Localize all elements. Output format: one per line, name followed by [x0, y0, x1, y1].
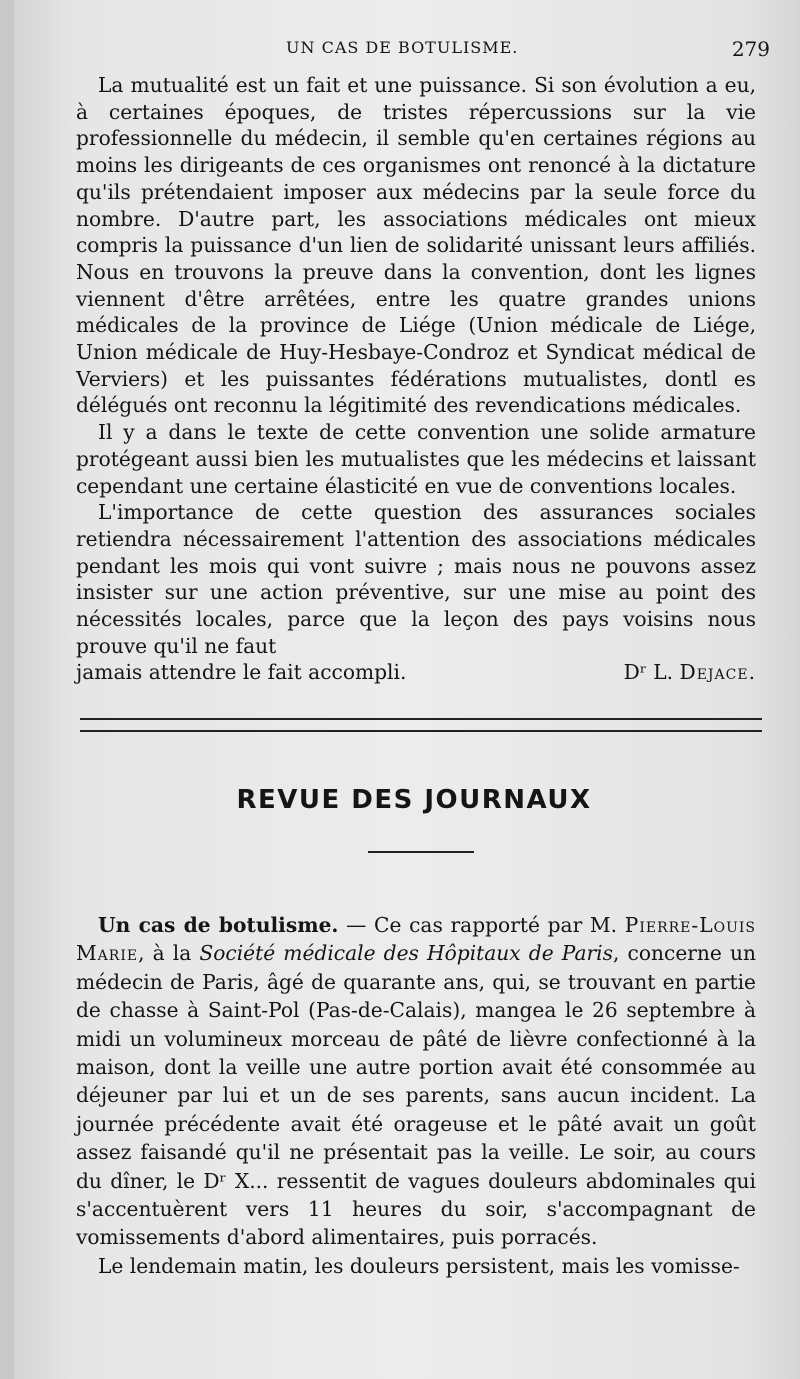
article-paragraph: La mutualité est un fait et une puissance. Si son évolution a eu, à certaines époques, de tristes répercussions sur la vie professionnelle du médecin, il semble qu'en certaines régions au moins les dirigeants de ces organismes ont renoncé à la dictature qu'ils prétendaient imposer aux médecins par la seule force du nombre. D'autre part, les associations médicales ont mieux compris la puissance d'un lien de solidarité unissant leurs affiliés. Nous en trouvons la preuve dans la convention, dont les lignes viennent d'être arrêtées, entre les quatre grandes unions médicales de la province de Liége (Union médicale de Liége, Union médicale de Huy-Hesbaye-Condroz et Syndicat médical de Verviers) et les puissantes fédérations mutualistes, dontl es délégués ont reconnu la légitimité des revendications médicales. — [76, 73, 756, 418]
article-paragraph: Il y a dans le texte de cette convention une solide armature protégeant aussi bien les mutualistes que les médecins et laissant cependant une certaine élasticité en vue de conventions locales. — [76, 420, 756, 498]
review-title: Un cas de botulisme. — [98, 913, 339, 937]
review-society: Société médicale des Hôpitaux de Paris — [199, 941, 613, 966]
section-title: REVUE DES JOURNAUX — [236, 785, 592, 815]
review-text: — Ce cas rapporté par M. — [338, 913, 625, 937]
article-text — [76, 72, 756, 686]
review-paragraph — [76, 911, 756, 1252]
running-title: UN CAS DE BOTULISME. — [286, 38, 519, 57]
journal-review — [76, 911, 756, 1280]
signature-name: Dejace. — [679, 660, 756, 685]
review-author: Pierre-Louis Marie — [76, 913, 756, 966]
signature-prefix: Dʳ L. — [623, 660, 680, 685]
article-signoff — [76, 659, 756, 686]
page-header — [14, 38, 800, 62]
article-paragraph: L'importance de cette question des assurances sociales retiendra nécessairement l'attention des associations médicales pendant les mois qui vont suivre ; mais nous ne pouvons assez insister sur une action préventive, sur une mise au point des nécessités locales, parce que la leçon des pays voisins nous prouve qu'il ne faut — [76, 500, 756, 658]
author-signature — [624, 659, 756, 686]
review-text: , à la — [138, 941, 200, 966]
title-underline — [368, 851, 474, 853]
closing-line: jamais attendre le fait accompli. — [76, 660, 407, 685]
page-number: 279 — [731, 37, 770, 61]
review-text: , concerne un médecin de Paris, âgé de quarante ans, qui, se trouvant en partie de chasse à Saint-Pol (Pas-de-Calais), mangea le 26 septembre à midi un volumineux morceau de pâté de lièvre confectionné à la maison, dont la veille une autre portion avait été consommée au déjeuner par lui et un de ses parents, sans aucun incident. La journée précédente avait été orageuse et le pâté avait un goût assez faisandé qu'il ne présentait pas la veille. Le soir, au cours du dîner, le Dʳ X... ressentit de vagues douleurs abdominales qui s'accentuèrent vers 11 heures du soir, s'accompagnant de vomissements d'abord alimentaires, puis porracés. — [76, 941, 756, 1250]
review-paragraph: Le lendemain matin, les douleurs persistent, mais les vomisse- — [98, 1253, 740, 1278]
section-divider — [80, 718, 762, 732]
book-page — [14, 0, 800, 1379]
